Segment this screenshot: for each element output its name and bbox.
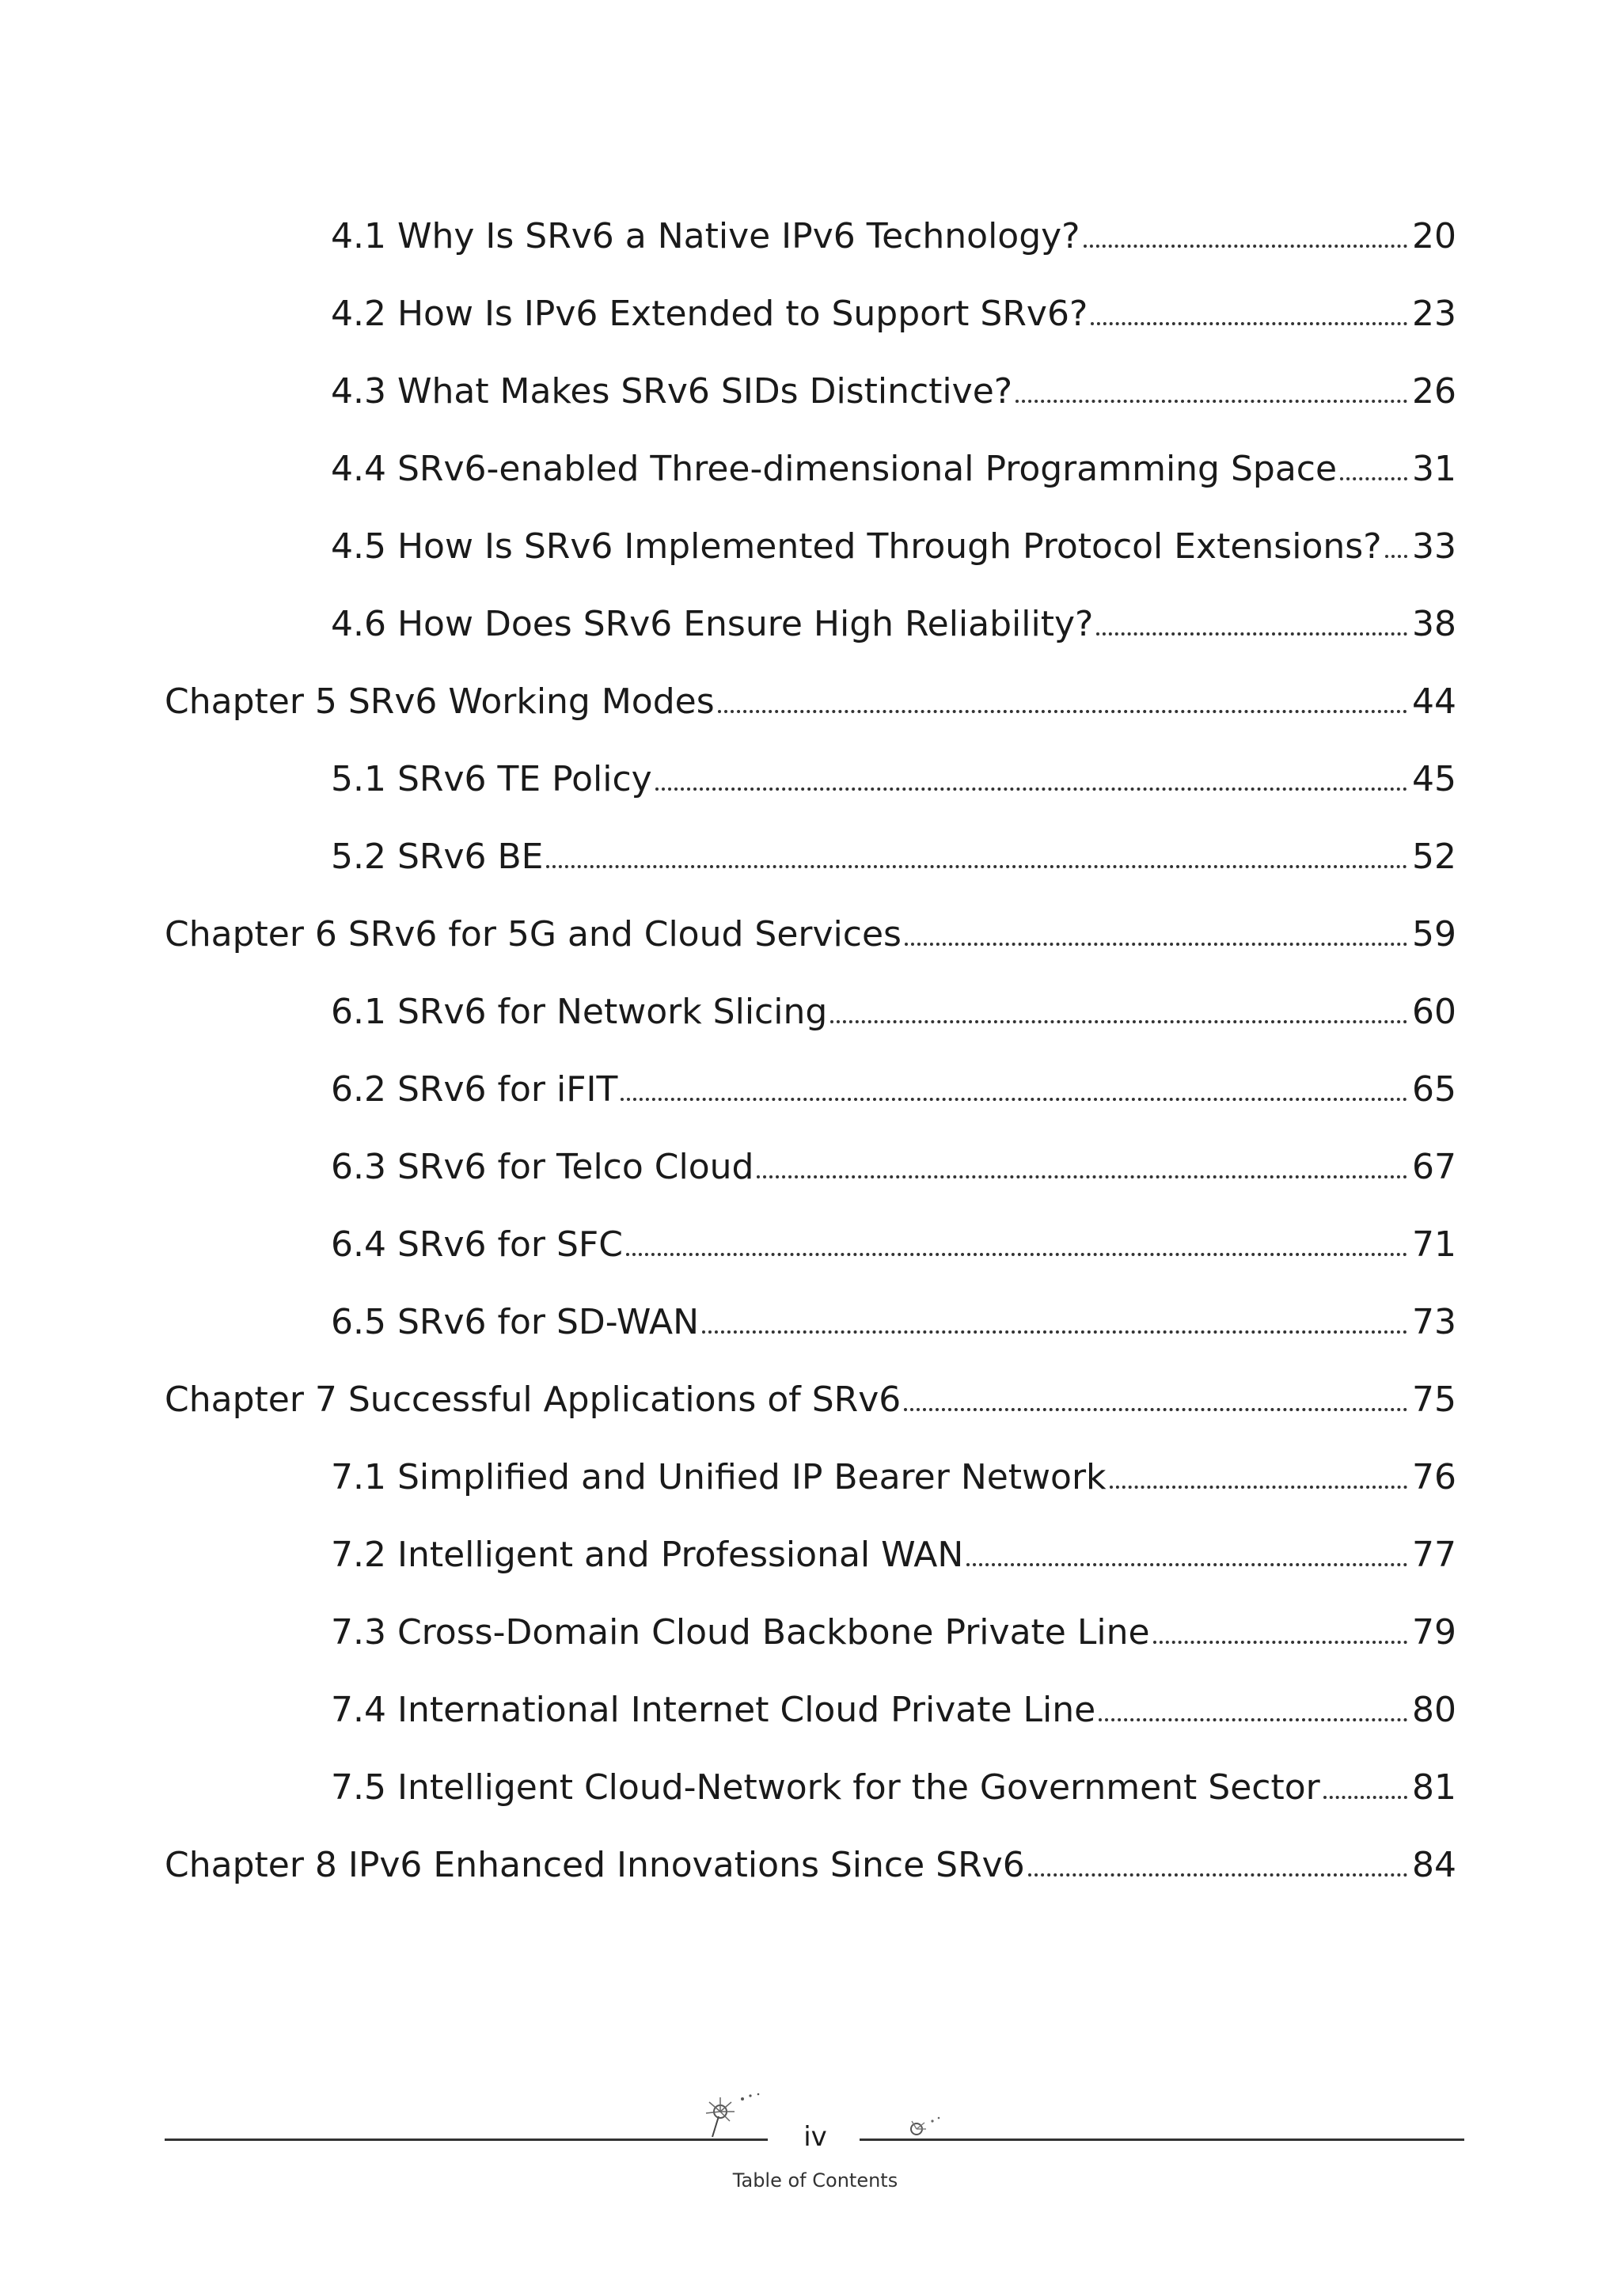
toc-entry-page: 76: [1412, 1457, 1456, 1497]
dot-leader: [1091, 322, 1407, 325]
dot-leader: [702, 1330, 1407, 1334]
toc-entry-title: 4.6 How Does SRv6 Ensure High Reliability?: [331, 604, 1094, 644]
toc-entry-title: 6.2 SRv6 for iFIT: [331, 1069, 618, 1110]
table-of-contents: [165, 214, 1456, 1920]
toc-entry-page: 75: [1412, 1379, 1456, 1420]
toc-entry-title: 4.4 SRv6-enabled Three-dimensional Programming Space: [331, 449, 1338, 489]
footer-section-label: Table of Contents: [732, 2169, 898, 2192]
toc-entry-page: 33: [1412, 526, 1456, 567]
toc-entry[interactable]: [165, 1687, 1456, 1765]
dot-leader: [1110, 1486, 1407, 1489]
toc-entry[interactable]: [165, 1532, 1456, 1610]
toc-entry[interactable]: [165, 1067, 1456, 1144]
dot-leader: [1323, 1796, 1407, 1799]
toc-entry[interactable]: [165, 602, 1456, 679]
dot-leader: [655, 787, 1407, 791]
toc-entry-page: 81: [1412, 1767, 1456, 1808]
toc-entry-page: 79: [1412, 1612, 1456, 1653]
toc-entry-title: 4.2 How Is IPv6 Extended to Support SRv6?: [331, 294, 1088, 334]
toc-entry[interactable]: [165, 989, 1456, 1067]
toc-entry[interactable]: [165, 524, 1456, 602]
toc-entry[interactable]: [165, 1610, 1456, 1687]
toc-entry-title: Chapter 7 Successful Applications of SRv6: [165, 1379, 902, 1420]
dot-leader: [966, 1563, 1407, 1566]
page-footer: [165, 2089, 1464, 2200]
toc-entry-title: 6.4 SRv6 for SFC: [331, 1224, 623, 1265]
dot-leader: [1096, 632, 1407, 636]
toc-entry-page: 45: [1412, 759, 1456, 799]
dot-leader: [757, 1175, 1407, 1178]
toc-entry-page: 44: [1412, 681, 1456, 722]
toc-entry-title: Chapter 6 SRv6 for 5G and Cloud Services: [165, 914, 902, 954]
toc-entry-page: 67: [1412, 1147, 1456, 1187]
toc-entry-page: 65: [1412, 1069, 1456, 1110]
toc-chapter-entry[interactable]: [165, 912, 1456, 989]
toc-entry-title: 4.1 Why Is SRv6 a Native IPv6 Technology?: [331, 216, 1080, 256]
toc-entry-title: 5.1 SRv6 TE Policy: [331, 759, 652, 799]
toc-entry-page: 80: [1412, 1690, 1456, 1730]
dot-leader: [1385, 555, 1407, 558]
dot-leader: [546, 865, 1407, 868]
toc-entry-page: 38: [1412, 604, 1456, 644]
dot-leader: [1084, 245, 1407, 248]
toc-chapter-entry[interactable]: [165, 679, 1456, 757]
toc-entry-page: 26: [1412, 371, 1456, 412]
toc-entry[interactable]: [165, 369, 1456, 446]
toc-entry-title: 6.1 SRv6 for Network Slicing: [331, 992, 828, 1032]
toc-entry-title: Chapter 8 IPv6 Enhanced Innovations Since SRv6: [165, 1845, 1025, 1885]
toc-entry-page: 84: [1412, 1845, 1456, 1885]
toc-entry-page: 23: [1412, 294, 1456, 334]
toc-entry-title: 7.1 Simplified and Unified IP Bearer Network: [331, 1457, 1107, 1497]
toc-entry[interactable]: [165, 1222, 1456, 1300]
dot-leader: [904, 1408, 1407, 1411]
toc-entry-page: 20: [1412, 216, 1456, 256]
page-number: iv: [803, 2121, 827, 2153]
toc-entry[interactable]: [165, 757, 1456, 834]
dot-leader: [621, 1098, 1407, 1101]
footer-rule-left: [165, 2139, 768, 2141]
toc-entry-title: 5.2 SRv6 BE: [331, 837, 544, 877]
toc-entry-title: 4.5 How Is SRv6 Implemented Through Protocol Extensions?: [331, 526, 1382, 567]
toc-entry-page: 71: [1412, 1224, 1456, 1265]
dot-leader: [1340, 477, 1407, 480]
toc-chapter-entry[interactable]: [165, 1377, 1456, 1455]
dot-leader: [905, 943, 1407, 946]
dandelion-icon: [695, 2089, 766, 2139]
dot-leader: [830, 1020, 1407, 1023]
toc-entry[interactable]: [165, 214, 1456, 291]
toc-entry-page: 52: [1412, 837, 1456, 877]
toc-entry-title: 4.3 What Makes SRv6 SIDs Distinctive?: [331, 371, 1013, 412]
toc-entry[interactable]: [165, 291, 1456, 369]
dandelion-seed-icon: [905, 2113, 945, 2140]
toc-entry-page: 59: [1412, 914, 1456, 954]
toc-entry-title: Chapter 5 SRv6 Working Modes: [165, 681, 715, 722]
toc-entry-title: 7.3 Cross-Domain Cloud Backbone Private Line: [331, 1612, 1150, 1653]
dot-leader: [1153, 1641, 1407, 1644]
toc-entry-title: 7.4 International Internet Cloud Private Line: [331, 1690, 1096, 1730]
toc-entry-title: 6.5 SRv6 for SD-WAN: [331, 1302, 699, 1342]
toc-entry[interactable]: [165, 1455, 1456, 1532]
dot-leader: [1015, 400, 1407, 403]
toc-entry[interactable]: [165, 834, 1456, 912]
toc-entry[interactable]: [165, 1144, 1456, 1222]
toc-entry[interactable]: [165, 446, 1456, 524]
toc-entry-title: 7.2 Intelligent and Professional WAN: [331, 1535, 964, 1575]
footer-rule-right: [860, 2139, 1464, 2141]
toc-entry[interactable]: [165, 1765, 1456, 1842]
toc-chapter-entry[interactable]: [165, 1842, 1456, 1920]
toc-entry-page: 60: [1412, 992, 1456, 1032]
dot-leader: [626, 1253, 1407, 1256]
toc-entry-page: 77: [1412, 1535, 1456, 1575]
toc-entry-title: 6.3 SRv6 for Telco Cloud: [331, 1147, 754, 1187]
dot-leader: [1028, 1873, 1407, 1877]
toc-entry[interactable]: [165, 1300, 1456, 1377]
toc-entry-page: 73: [1412, 1302, 1456, 1342]
toc-entry-title: 7.5 Intelligent Cloud-Network for the Government Sector: [331, 1767, 1320, 1808]
dot-leader: [1099, 1718, 1407, 1721]
toc-entry-page: 31: [1412, 449, 1456, 489]
dot-leader: [718, 710, 1407, 713]
